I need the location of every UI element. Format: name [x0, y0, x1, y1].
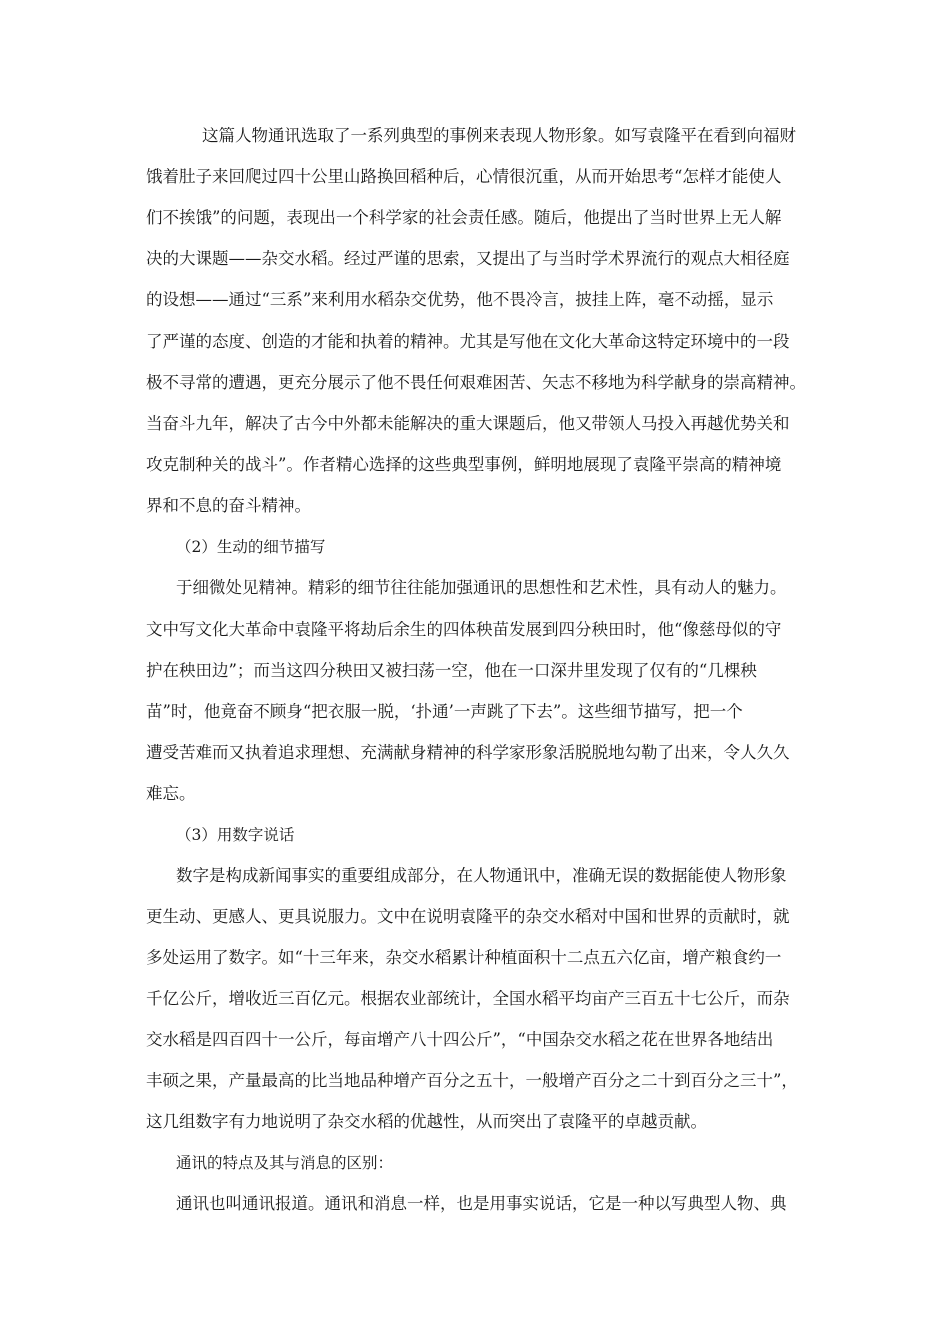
- text-line: 护在秧田边”；而当这四分秧田又被扫荡一空，他在一口深井里发现了仅有的“几棵秧: [146, 661, 757, 680]
- text-line: 饿着肚子来回爬过四十公里山路换回稻种后，心情很沉重，从而开始思考“怎样才能使人: [146, 167, 782, 186]
- text-line: 丰硕之果，产量最高的比当地品种增产百分之五十，一般增产百分之二十到百分之三十”，: [146, 1071, 798, 1090]
- text-line: 界和不息的奋斗精神。: [146, 496, 311, 515]
- text-line: 通讯也叫通讯报道。通讯和消息一样，也是用事实说话，它是一种以写典型人物、典: [176, 1194, 787, 1213]
- text-line: 攻克制种关的战斗”。作者精心选择的这些典型事例，鲜明地展现了袁隆平崇高的精神境: [146, 455, 782, 474]
- text-line: 当奋斗九年，解决了古今中外都未能解决的重大课题后，他又带领人马投入再越优势关和: [146, 414, 790, 433]
- text-line: 们不挨饿”的问题，表现出一个科学家的社会责任感。随后，他提出了当时世界上无人解: [146, 208, 782, 227]
- text-line: 了严谨的态度、创造的才能和执着的精神。尤其是写他在文化大革命这特定环境中的一段: [146, 332, 790, 351]
- text-line: 这篇人物通讯选取了一系列典型的事例来表现人物形象。如写袁隆平在看到向福财: [202, 126, 796, 145]
- text-line: 千亿公斤，增收近三百亿元。根据农业部统计，全国水稻平均亩产三百五十七公斤，而杂: [146, 989, 790, 1008]
- text-line: 的设想——通过“三系”来利用水稻杂交优势，他不畏冷言，披挂上阵，毫不动摇，显示: [146, 290, 774, 309]
- text-line: 决的大课题——杂交水稻。经过严谨的思索，又提出了与当时学术界流行的观点大相径庭: [146, 249, 790, 268]
- section-heading-features: 通讯的特点及其与消息的区别：: [176, 1154, 394, 1172]
- text-line: 难忘。: [146, 784, 196, 803]
- text-line: 文中写文化大革命中袁隆平将劫后余生的四体秧苗发展到四分秧田时，他“像慈母似的守: [146, 620, 782, 639]
- text-line: 数字是构成新闻事实的重要组成部分，在人物通讯中，准确无误的数据能使人物形象: [176, 866, 787, 885]
- text-line: 多处运用了数字。如“十三年来，杂交水稻累计种植面积十二点五六亿亩，增产粮食约一: [146, 948, 782, 967]
- text-line: 苗”时，他竟奋不顾身“把衣服一脱，‘扑通’一声跳了下去”。这些细节描写，把一个: [146, 702, 743, 721]
- text-line: 这几组数字有力地说明了杂交水稻的优越性，从而突出了袁隆平的卓越贡献。: [146, 1112, 707, 1131]
- section-heading-3: （3）用数字说话: [176, 826, 295, 844]
- text-line: 更生动、更感人、更具说服力。文中在说明袁隆平的杂交水稻对中国和世界的贡献时，就: [146, 907, 790, 926]
- text-line: 于细微处见精神。精彩的细节往往能加强通讯的思想性和艺术性，具有动人的魅力。: [176, 578, 787, 597]
- text-line: 极不寻常的遭遇，更充分展示了他不畏任何艰难困苦、矢志不移地为科学献身的崇高精神。: [146, 373, 806, 392]
- text-line: 交水稻是四百四十一公斤，每亩增产八十四公斤”，“中国杂交水稻之花在世界各地结出: [146, 1030, 774, 1049]
- text-line: 遭受苦难而又执着追求理想、充满献身精神的科学家形象活脱脱地勾勒了出来，令人久久: [146, 743, 790, 762]
- section-heading-2: （2）生动的细节描写: [176, 538, 326, 556]
